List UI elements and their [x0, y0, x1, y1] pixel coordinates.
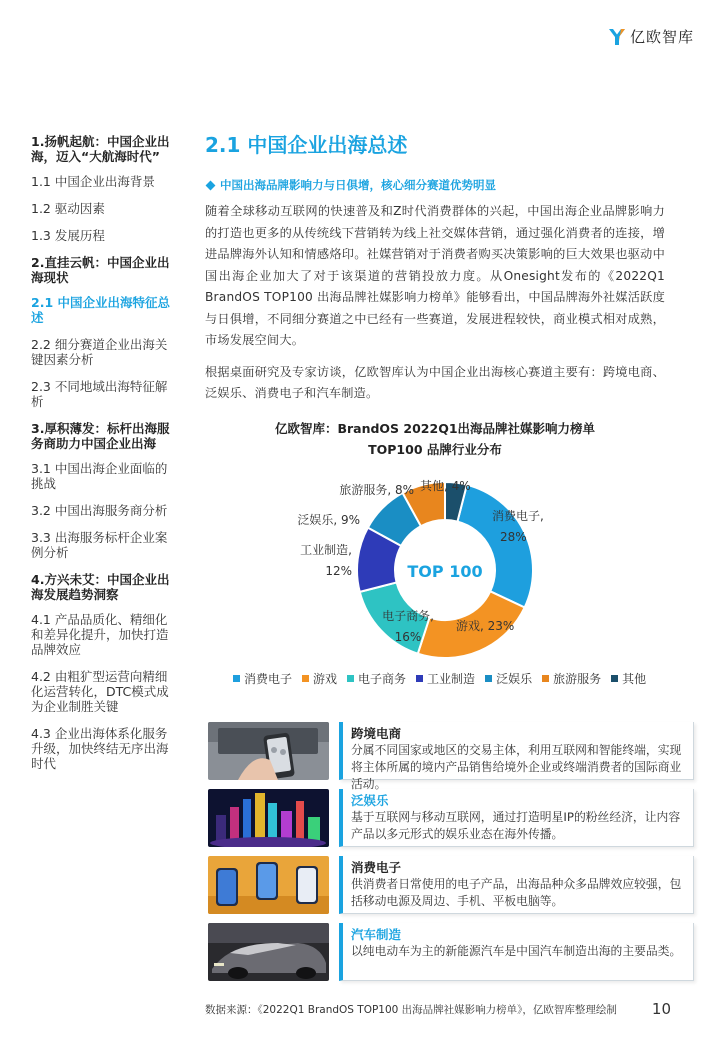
legend-item: [347, 670, 406, 687]
slice-label: 工业制造, 12%: [300, 543, 352, 578]
toc-item[interactable]: 2.2 细分赛道企业出海关键因素分析: [31, 337, 168, 367]
legend-item: [416, 670, 475, 687]
card-title: 泛娱乐: [351, 793, 389, 808]
donut-center-label: TOP 100: [407, 562, 483, 581]
category-card: [208, 856, 694, 914]
chart-title: [205, 418, 665, 460]
toc-item[interactable]: 4.2 由粗犷型运营向精细化运营转化，DTC模式成为企业制胜关键: [31, 669, 169, 714]
card-body: [339, 722, 694, 791]
legend-label: 工业制造: [427, 672, 476, 686]
toc-item[interactable]: 1.3 发展历程: [31, 228, 105, 243]
donut-chart: [230, 470, 670, 670]
legend-label: 电子商务: [358, 672, 407, 686]
slice-label: 消费电子, 28%: [492, 509, 544, 544]
toc-item[interactable]: 1.1 中国企业出海背景: [31, 174, 155, 189]
card-title: 汽车制造: [351, 927, 402, 942]
toc-item[interactable]: 3.1 中国出海企业面临的挑战: [31, 461, 168, 491]
card-body: [339, 789, 694, 847]
subheading-text: 中国出海品牌影响力与日俱增，核心细分赛道优势明显: [220, 178, 496, 192]
subheading: [205, 177, 665, 193]
legend-item: [485, 670, 532, 687]
category-card: [208, 722, 694, 791]
chart-title-line1: 亿欧智库：BrandOS 2022Q1出海品牌社媒影响力榜单: [274, 421, 596, 436]
legend-swatch: [347, 675, 354, 682]
table-of-contents: [31, 134, 175, 783]
toc-section[interactable]: 3.厚积薄发：标杆出海服务商助力中国企业出海: [31, 421, 170, 451]
legend-label: 旅游服务: [553, 672, 602, 686]
toc-item[interactable]: 1.2 驱动因素: [31, 201, 105, 216]
legend-item: [542, 670, 601, 687]
phone-shopping-image: [208, 722, 329, 780]
toc-item[interactable]: 4.3 企业出海体系化服务升级，加快终结无序出海时代: [31, 726, 169, 771]
main-content: [205, 130, 665, 405]
toc-section[interactable]: 2.直挂云帆：中国企业出海现状: [31, 255, 170, 285]
toc-section[interactable]: 1.扬帆起航：中国企业出海，迈入“大航海时代”: [31, 134, 170, 164]
chart-title-line2: TOP100 品牌行业分布: [368, 442, 502, 457]
diamond-bullet-icon: [206, 180, 216, 190]
toc-item[interactable]: 3.3 出海服务标杆企业案例分析: [31, 530, 168, 560]
page-title: 2.1 中国企业出海总述: [205, 133, 408, 157]
legend-swatch: [542, 675, 549, 682]
brand-logo: [608, 26, 694, 47]
paragraph-intro: 随着全球移动互联网的快速普及和Z时代消费群体的兴起，中国出海企业品牌影响力的打造也更多的从传统线下营销转为线上社交媒体营销，通过强化消费者的连接，增进品牌海外认知和情感烙印。社媒营销对于消费者购买决策影响的巨大效果也驱动中国出海企业加大了对于该渠道的营销投放力度。从Onesight发布的《2022Q1 BrandOS TOP100 出海品牌社媒影响力榜单》能够看出，中国品牌海外社媒活跃度与日俱增，不同细分赛道之中已经有一些赛道，发展进程较快，商业模式相对成熟，市场发展空间大。: [205, 204, 665, 347]
card-body: [339, 923, 694, 981]
card-title: 消费电子: [351, 860, 402, 875]
card-description: 基于互联网与移动互联网，通过打造明星IP的粉丝经济，让内容产品以多元形式的娱乐业态在海外传播。: [351, 810, 681, 841]
yiou-logo-icon: [608, 28, 626, 46]
legend-item: [302, 670, 337, 687]
footer: [205, 1000, 671, 1018]
legend-swatch: [416, 675, 423, 682]
card-description: 供消费者日常使用的电子产品，出海品种众多品牌效应较强，包括移动电源及周边、手机、平板电脑等。: [351, 877, 682, 908]
legend-swatch: [485, 675, 492, 682]
slice-label: 游戏, 23%: [456, 619, 515, 633]
card-title: 跨境电商: [351, 726, 402, 741]
smartphones-image: [208, 856, 329, 914]
legend-item: [611, 670, 646, 687]
legend-label: 泛娱乐: [496, 672, 533, 686]
donut-slice: [457, 485, 533, 608]
legend-label: 消费电子: [244, 672, 293, 686]
slice-label: 电子商务, 16%: [382, 609, 434, 644]
slice-label: 旅游服务, 8%: [339, 483, 414, 497]
legend-swatch: [611, 675, 618, 682]
legend-swatch: [302, 675, 309, 682]
toc-item[interactable]: 2.3 不同地域出海特征解析: [31, 379, 168, 409]
legend-label: 其他: [622, 672, 647, 686]
legend-item: [233, 670, 292, 687]
toc-section[interactable]: 4.方兴未艾：中国企业出海发展趋势洞察: [31, 572, 170, 602]
category-card: [208, 923, 694, 981]
toc-item[interactable]: 4.1 产品品质化、精细化和差异化提升，加快打造品牌效应: [31, 612, 169, 657]
legend-label: 游戏: [313, 672, 338, 686]
chart-legend: [233, 670, 673, 687]
slice-label: 泛娱乐, 9%: [297, 513, 360, 527]
toc-item-active[interactable]: 2.1 中国企业出海特征总述: [31, 295, 170, 325]
data-source: 数据来源：《2022Q1 BrandOS TOP100 出海品牌社媒影响力榜单》，亿欧智库整理绘制: [205, 1003, 617, 1016]
category-cards: [208, 722, 694, 990]
toc-item[interactable]: 3.2 中国出海服务商分析: [31, 503, 168, 518]
car-image: [208, 923, 329, 981]
legend-swatch: [233, 675, 240, 682]
card-description: 以纯电动车为主的新能源汽车是中国汽车制造出海的主要品类。: [351, 944, 682, 958]
card-description: 分属不同国家或地区的交易主体，利用互联网和智能终端，实现将主体所属的境内产品销售给境外企业或终端消费者的国际商业活动。: [351, 743, 682, 791]
slice-label: 其他, 4%: [420, 479, 471, 493]
page-number: 10: [651, 1000, 671, 1018]
category-card: [208, 789, 694, 847]
paragraph-conclusion: 根据桌面研究及专家访谈，亿欧智库认为中国企业出海核心赛道主要有：跨境电商、泛娱乐、消费电子和汽车制造。: [205, 364, 665, 400]
neon-city-image: [208, 789, 329, 847]
brand-name: 亿欧智库: [629, 28, 694, 46]
card-body: [339, 856, 694, 914]
